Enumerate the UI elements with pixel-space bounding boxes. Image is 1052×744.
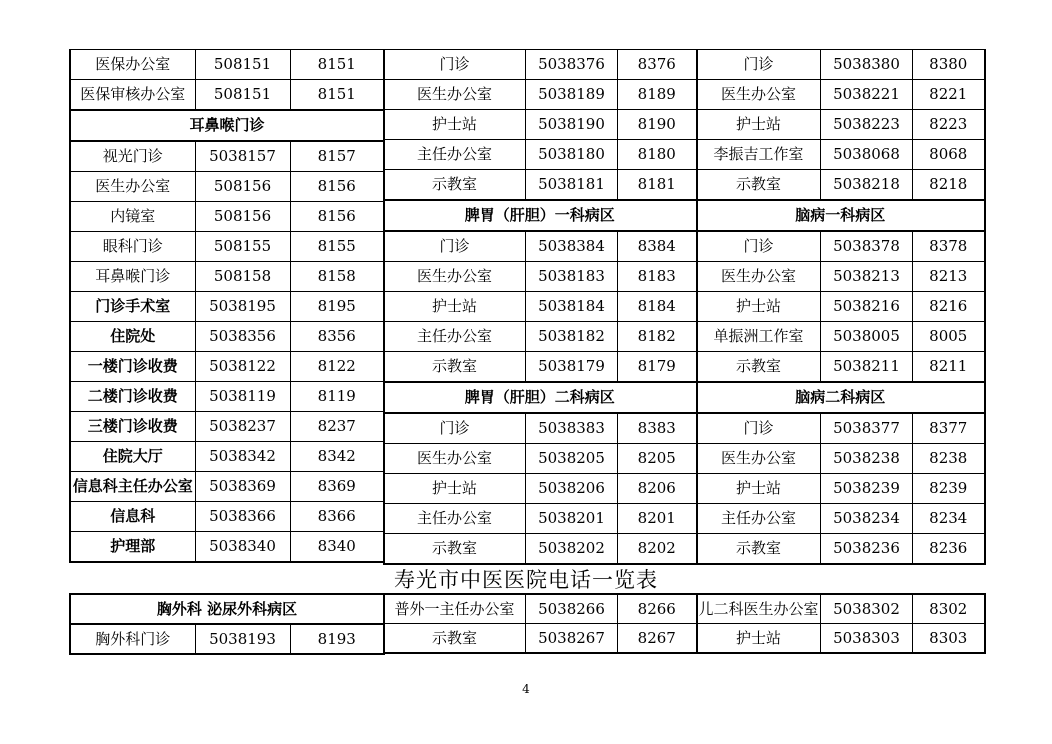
extension-number: 8267 — [618, 624, 697, 654]
table-row — [384, 292, 697, 322]
department-name: 门诊 — [697, 50, 821, 80]
extension-number: 8237 — [290, 412, 384, 442]
department-name: 医生办公室 — [384, 262, 526, 292]
table-row — [384, 594, 697, 624]
extension-number: 8239 — [913, 474, 985, 504]
table-row — [70, 141, 384, 172]
section-header-row — [70, 110, 384, 141]
table-row — [384, 534, 697, 565]
department-name: 内镜室 — [70, 202, 195, 232]
department-name: 门诊手术室 — [70, 292, 195, 322]
table-row — [697, 292, 985, 322]
phone-number: 5038218 — [821, 170, 913, 201]
section-header: 脾胃（肝胆）二科病区 — [384, 382, 697, 413]
table-row — [70, 172, 384, 202]
table-row — [384, 444, 697, 474]
extension-number: 8202 — [618, 534, 697, 565]
section-header: 胸外科 泌尿外科病区 — [70, 594, 384, 624]
table-row — [697, 80, 985, 110]
table-row — [70, 382, 384, 412]
department-name: 普外一主任办公室 — [384, 594, 526, 624]
table-row — [697, 50, 985, 80]
table-row — [697, 322, 985, 352]
extension-number: 8218 — [913, 170, 985, 201]
section-header: 脑病一科病区 — [697, 200, 985, 231]
department-name: 住院大厅 — [70, 442, 195, 472]
table-row — [697, 170, 985, 201]
extension-number: 8356 — [290, 322, 384, 352]
page-title: 寿光市中医医院电话一览表 — [394, 568, 658, 592]
table-row — [70, 624, 384, 654]
extension-number: 8181 — [618, 170, 697, 201]
section-header-row — [384, 382, 697, 413]
table-row — [697, 594, 985, 624]
phone-number: 5038266 — [526, 594, 618, 624]
phone-number: 5038179 — [526, 352, 618, 383]
extension-number: 8151 — [290, 80, 384, 111]
table-row — [70, 442, 384, 472]
table-row — [697, 262, 985, 292]
department-name: 示教室 — [697, 534, 821, 565]
phone-number: 508151 — [195, 50, 290, 80]
extension-number: 8302 — [913, 594, 985, 624]
section-header-row — [384, 200, 697, 231]
phone-number: 5038237 — [195, 412, 290, 442]
department-name: 眼科门诊 — [70, 232, 195, 262]
department-name: 一楼门诊收费 — [70, 352, 195, 382]
phone-number: 5038376 — [526, 50, 618, 80]
department-name: 医生办公室 — [697, 444, 821, 474]
phone-number: 5038369 — [195, 472, 290, 502]
phone-table-right — [696, 49, 986, 565]
phone-number: 5038181 — [526, 170, 618, 201]
phone-number: 508156 — [195, 172, 290, 202]
table-row — [70, 202, 384, 232]
extension-number: 8179 — [618, 352, 697, 383]
table-row — [70, 262, 384, 292]
department-name: 医保办公室 — [70, 50, 195, 80]
table-row — [384, 352, 697, 383]
department-name: 医生办公室 — [384, 444, 526, 474]
extension-number: 8068 — [913, 140, 985, 170]
table-row — [384, 50, 697, 80]
department-name: 护士站 — [384, 474, 526, 504]
extension-number: 8193 — [290, 624, 384, 654]
table-row — [697, 110, 985, 140]
department-name: 视光门诊 — [70, 141, 195, 172]
department-name: 护士站 — [697, 292, 821, 322]
phone-number: 5038380 — [821, 50, 913, 80]
phone-number: 5038340 — [195, 532, 290, 563]
section-header: 脑病二科病区 — [697, 382, 985, 413]
extension-number: 8157 — [290, 141, 384, 172]
extension-number: 8216 — [913, 292, 985, 322]
phone-number: 5038383 — [526, 413, 618, 444]
department-name: 住院处 — [70, 322, 195, 352]
phone-number: 5038356 — [195, 322, 290, 352]
phone-number: 5038189 — [526, 80, 618, 110]
department-name: 护理部 — [70, 532, 195, 563]
table-row — [384, 231, 697, 262]
table-row — [70, 232, 384, 262]
table-row — [70, 412, 384, 442]
phone-number: 5038216 — [821, 292, 913, 322]
section-header-row — [697, 382, 985, 413]
phone-number: 5038119 — [195, 382, 290, 412]
table-row — [697, 413, 985, 444]
extension-number: 8221 — [913, 80, 985, 110]
table-row — [70, 292, 384, 322]
department-name: 门诊 — [384, 413, 526, 444]
extension-number: 8383 — [618, 413, 697, 444]
phone-number: 5038384 — [526, 231, 618, 262]
table-row — [384, 624, 697, 654]
department-name: 信息科 — [70, 502, 195, 532]
extension-number: 8156 — [290, 202, 384, 232]
extension-number: 8155 — [290, 232, 384, 262]
department-name: 护士站 — [697, 110, 821, 140]
extension-number: 8119 — [290, 382, 384, 412]
extension-number: 8223 — [913, 110, 985, 140]
table-row — [384, 474, 697, 504]
table-row — [697, 534, 985, 565]
phone-number: 5038205 — [526, 444, 618, 474]
phone-number: 5038211 — [821, 352, 913, 383]
phone-number: 5038366 — [195, 502, 290, 532]
phone-number: 5038378 — [821, 231, 913, 262]
extension-number: 8236 — [913, 534, 985, 565]
department-name: 医保审核办公室 — [70, 80, 195, 111]
department-name: 示教室 — [697, 352, 821, 383]
phone-number: 5038303 — [821, 624, 913, 654]
phone-number: 5038213 — [821, 262, 913, 292]
phone-number: 5038180 — [526, 140, 618, 170]
department-name: 主任办公室 — [697, 504, 821, 534]
extension-number: 8376 — [618, 50, 697, 80]
department-name: 护士站 — [697, 624, 821, 654]
department-name: 示教室 — [384, 534, 526, 565]
phone-number: 5038267 — [526, 624, 618, 654]
extension-number: 8195 — [290, 292, 384, 322]
table-row — [384, 322, 697, 352]
phone-number: 5038234 — [821, 504, 913, 534]
table-row — [384, 110, 697, 140]
table-row — [384, 262, 697, 292]
department-name: 胸外科门诊 — [70, 624, 195, 654]
phone-number: 5038005 — [821, 322, 913, 352]
extension-number: 8180 — [618, 140, 697, 170]
extension-number: 8206 — [618, 474, 697, 504]
extension-number: 8234 — [913, 504, 985, 534]
extension-number: 8183 — [618, 262, 697, 292]
table-row — [384, 170, 697, 201]
phone-table-bottom-right — [696, 593, 986, 654]
extension-number: 8378 — [913, 231, 985, 262]
department-name: 示教室 — [384, 352, 526, 383]
department-name: 三楼门诊收费 — [70, 412, 195, 442]
phone-number: 5038236 — [821, 534, 913, 565]
department-name: 主任办公室 — [384, 322, 526, 352]
phone-number: 5038302 — [821, 594, 913, 624]
department-name: 门诊 — [697, 231, 821, 262]
department-name: 门诊 — [384, 50, 526, 80]
table-row — [70, 472, 384, 502]
extension-number: 8380 — [913, 50, 985, 80]
department-name: 示教室 — [384, 170, 526, 201]
table-row — [70, 322, 384, 352]
table-row — [70, 80, 384, 111]
phone-number: 5038184 — [526, 292, 618, 322]
table-row — [384, 80, 697, 110]
department-name: 单振洲工作室 — [697, 322, 821, 352]
phone-number: 5038221 — [821, 80, 913, 110]
extension-number: 8190 — [618, 110, 697, 140]
extension-number: 8122 — [290, 352, 384, 382]
extension-number: 8184 — [618, 292, 697, 322]
table-row — [697, 231, 985, 262]
extension-number: 8182 — [618, 322, 697, 352]
extension-number: 8238 — [913, 444, 985, 474]
extension-number: 8342 — [290, 442, 384, 472]
department-name: 护士站 — [697, 474, 821, 504]
phone-number: 5038157 — [195, 141, 290, 172]
extension-number: 8340 — [290, 532, 384, 563]
phone-number: 5038183 — [526, 262, 618, 292]
phone-number: 5038223 — [821, 110, 913, 140]
table-row — [697, 504, 985, 534]
extension-number: 8151 — [290, 50, 384, 80]
table-row — [384, 504, 697, 534]
phone-number: 5038377 — [821, 413, 913, 444]
phone-table-left — [69, 49, 385, 563]
phone-table-middle — [383, 49, 698, 565]
extension-number: 8189 — [618, 80, 697, 110]
section-header: 耳鼻喉门诊 — [70, 110, 384, 141]
phone-number: 5038239 — [821, 474, 913, 504]
phone-number: 5038195 — [195, 292, 290, 322]
phone-number: 508156 — [195, 202, 290, 232]
extension-number: 8205 — [618, 444, 697, 474]
extension-number: 8213 — [913, 262, 985, 292]
extension-number: 8384 — [618, 231, 697, 262]
department-name: 李振吉工作室 — [697, 140, 821, 170]
table-row — [697, 352, 985, 383]
phone-number: 5038122 — [195, 352, 290, 382]
table-row — [384, 413, 697, 444]
table-row — [697, 474, 985, 504]
phone-number: 508151 — [195, 80, 290, 111]
extension-number: 8369 — [290, 472, 384, 502]
phone-number: 5038238 — [821, 444, 913, 474]
department-name: 护士站 — [384, 110, 526, 140]
extension-number: 8377 — [913, 413, 985, 444]
phone-number: 5038068 — [821, 140, 913, 170]
department-name: 示教室 — [697, 170, 821, 201]
extension-number: 8158 — [290, 262, 384, 292]
department-name: 门诊 — [384, 231, 526, 262]
department-name: 医生办公室 — [697, 80, 821, 110]
department-name: 耳鼻喉门诊 — [70, 262, 195, 292]
department-name: 医生办公室 — [70, 172, 195, 202]
extension-number: 8156 — [290, 172, 384, 202]
phone-number: 5038342 — [195, 442, 290, 472]
department-name: 主任办公室 — [384, 140, 526, 170]
department-name: 示教室 — [384, 624, 526, 654]
phone-number: 5038202 — [526, 534, 618, 565]
page-number: 4 — [522, 682, 530, 696]
table-row — [70, 50, 384, 80]
phone-number: 5038193 — [195, 624, 290, 654]
phone-number: 5038182 — [526, 322, 618, 352]
table-row — [70, 352, 384, 382]
phone-number: 508155 — [195, 232, 290, 262]
table-row — [70, 502, 384, 532]
section-header: 脾胃（肝胆）一科病区 — [384, 200, 697, 231]
table-row — [697, 444, 985, 474]
section-header-row — [70, 594, 384, 624]
phone-number: 5038190 — [526, 110, 618, 140]
department-name: 门诊 — [697, 413, 821, 444]
department-name: 主任办公室 — [384, 504, 526, 534]
extension-number: 8201 — [618, 504, 697, 534]
extension-number: 8266 — [618, 594, 697, 624]
department-name: 医生办公室 — [384, 80, 526, 110]
phone-table-bottom-left — [69, 593, 385, 655]
extension-number: 8303 — [913, 624, 985, 654]
table-row — [697, 140, 985, 170]
table-row — [697, 624, 985, 654]
department-name: 二楼门诊收费 — [70, 382, 195, 412]
phone-number: 508158 — [195, 262, 290, 292]
table-row — [384, 140, 697, 170]
department-name: 信息科主任办公室 — [70, 472, 195, 502]
section-header-row — [697, 200, 985, 231]
department-name: 儿二科医生办公室 — [697, 594, 821, 624]
extension-number: 8211 — [913, 352, 985, 383]
phone-number: 5038201 — [526, 504, 618, 534]
table-row — [70, 532, 384, 563]
phone-table-bottom-middle — [383, 593, 698, 654]
phone-number: 5038206 — [526, 474, 618, 504]
extension-number: 8005 — [913, 322, 985, 352]
department-name: 医生办公室 — [697, 262, 821, 292]
extension-number: 8366 — [290, 502, 384, 532]
department-name: 护士站 — [384, 292, 526, 322]
